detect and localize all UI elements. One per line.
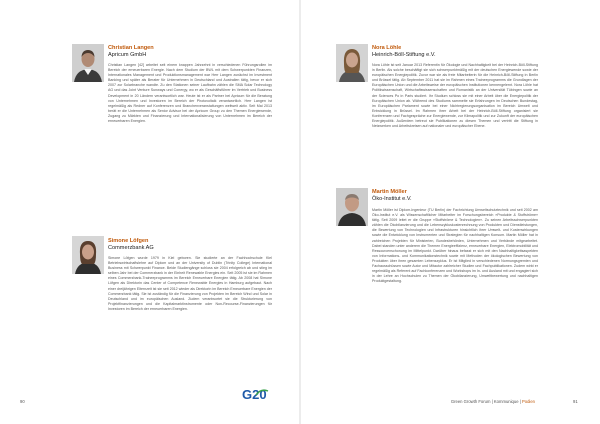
person-name: Simone Löfgen <box>108 238 149 244</box>
page-number-left: 90 <box>20 399 25 404</box>
person-name: Martin Möller <box>372 189 407 195</box>
person-name: Christian Langen <box>108 45 154 51</box>
person-organization: Commerzbank AG <box>108 245 154 251</box>
person-organization: Öko-Institut e.V. <box>372 196 412 202</box>
portrait-photo <box>72 44 104 82</box>
person-name: Nora Löhle <box>372 45 402 51</box>
portrait-photo <box>336 188 368 226</box>
footer-text <box>451 399 535 404</box>
footer-title: Green Growth Forum | Kommunique | <box>450 399 522 404</box>
footer-section: Podien <box>521 399 535 404</box>
person-organization: Apricum GmbH <box>108 52 147 58</box>
person-bio: Simone Löfgen wurde 1979 in Kiel geboren. Sie studierte an der Fachhochschule Kiel Betriebswirtschaftslehre auf Diplom und an der University of Dublin (Trinity College) International Business mit Schwerpunkt Finance. Beide Studiengänge schloss sie 2004 erfolgreich ab und stieg im selben Jahr bei der Commerzbank in der Einheit Renewable Energies ein. Seit 2005 ist sie im Rahmen eines Commerzbank-Traineeprogramms im Bereich Erneuerbare Energien tätig. Ab 2008 hat Simone Löfgen als Direktorin das Center of Competence Renewable Energies in Hamburg aufgebaut. Nach einer dreijährigen Elternzeit ist sie seit 2012 wieder als Direktorin im Bereich Erneuerbare Energien der Commerzbank tätig. Sie ist zuständig für die Finanzierung von Projekten im Bereich Wind und Solar in Deutschland und im europäischen Ausland. Zudem verantwortet sie die Strukturierung von Projektfinanzierungen und die Kapitalmarktinstrumente oder Non-Recourse-Finanzierungen für Investoren im Bereich der erneuerbaren Energien. <box>108 256 272 311</box>
person-bio: Christian Langen [42] arbeitet seit einem knappen Jahrzehnt in verschiedenen Führungsrollen im Bereich der erneuerbaren Energie. Nach dem Studium der BWL mit dem Schwerpunkten Finanzen, Internationales Management und Produktionsmanagement war Herr Langen zunächst im Investment Banking und später als Berater für Unternehmen in Deutschland und Australien tätig, bevor er sich 2007 zur Solarbranche wandte. Zu den Stationen seiner Laufbahn zählen die SMA Solar Technology AG und das Joint Venture Sunways und Conergy, wo er als Geschäftsführer im Vertrieb und Business Development in 20 Ländern verantwortlich war. Heute ist er als Partner bei Apricum für die Beratung von Unternehmen und Investoren im Bereich der Photovoltaik verantwortlich. Herr Langen ist regelmäßig als Redner auf Konferenzen und Branchenveranstaltungen weltweit aktiv. Seit Mai 2013 berät er die Unternehmen als Senior Advisor bei der Apricum Group zu den Themen Energiewende, Zugang zu Märkten und Finanzierung und Internationalisierung von Unternehmen im Bereich der erneuerbaren Energien. <box>108 63 272 124</box>
g20-logo <box>239 385 279 403</box>
portrait-photo <box>72 236 104 274</box>
page-gutter <box>299 0 301 424</box>
page-number-right: 91 <box>573 399 578 404</box>
portrait-photo <box>336 44 368 82</box>
person-bio: Martin Möller ist Diplom-Ingenieur (TU Berlin) der Fachrichtung Umweltschutztechnik und seit 2002 am Öko-Institut e.V. als Wissenschaftlicher Mitarbeiter im Forschungsbereich »Produkte & Stoffströme« tätig. Seit 2009 leitet er die Gruppe »Stoffströme & Technologien«. Zu seinen Arbeitsschwerpunkten zählen die Ökobilanzierung und die Lebenszykluskostenrechnung von Produkten und Dienstleistungen, die Bewertung von Technologien und Infrastrukturen hinsichtlich ihrer Umwelt- und Kostenwirkungen sowie die Entwicklung von Instrumenten und Strategien für nachhaltigen Konsum. Martin Möller hat in zahlreichen Projekten für Ministerien, Bundesbehörden, Unternehmen und Verbände mitgearbeitet. Dabei standen unter anderem die Themen Energieeffizienz, erneuerbare Energien, Elektromobilität und Ressourcenschonung im Mittelpunkt. Darüber hinaus befasst er sich mit den Nachhaltigkeitsaspekten von Informations- und Kommunikationstechnik sowie mit Methoden der ökologischen Bewertung von Produkten über ihren gesamten Lebenszyklus. Er ist Mitglied in verschiedenen Normungsgremien und Fachausschüssen sowie Autor und Mitautor zahlreicher Studien und Fachpublikationen. Zudem wirkt er regelmäßig als Referent auf Fachkonferenzen und Workshops im In- und Ausland mit und engagiert sich in der Lehre an Hochschulen zu Themen der Ökobilanzierung, Umweltbewertung und nachhaltigen Produktgestaltung. <box>372 208 538 284</box>
person-organization: Heinrich-Böll-Stiftung e.V. <box>372 52 436 58</box>
person-bio: Nora Löhle ist seit Januar 2013 Referentin für Ökologie und Nachhaltigkeit bei der Heinrich-Böll-Stiftung in Berlin. Als solche beschäftigt sie sich schwerpunktmäßig mit der deutschen Energiewende sowie der europäischen Energiepolitik. Zuvor war sie als freie Mitarbeiterin für die Heinrich-Böll-Stiftung in Berlin und Brüssel tätig. Ab September 2011 hat sie im Rahmen eines Traineeprogramms die Grundlagen der Europäischen Union und die Arbeitsweise der europäischen Institutionen kennengelernt. Nora Löhle hat Politikwissenschaft, Wirtschaftswissenschaften und Romanistik an der Universität Tübingen sowie an der Sciences Po in Paris studiert. Ihr Studium schloss sie mit einer Arbeit über die Energiepolitik der Europäischen Union ab. Während des Studiums sammelte sie Erfahrungen im Deutschen Bundestag, im Europäischen Parlament sowie bei einer Nichtregierungsorganisation im Bereich Umwelt und Entwicklung in Brüssel. Im Rahmen ihrer Arbeit bei der Heinrich-Böll-Stiftung organisiert sie Konferenzen und Fachgespräche zur Energiewende, zur Klimapolitik und zur Zukunft der europäischen Energiepolitik. Außerdem betreut sie Publikationen zu diesen Themen und vertritt die Stiftung in Netzwerken und Arbeitskreisen auf nationaler und europäischer Ebene. <box>372 63 538 129</box>
g20-logo-text: G20 <box>242 387 267 402</box>
